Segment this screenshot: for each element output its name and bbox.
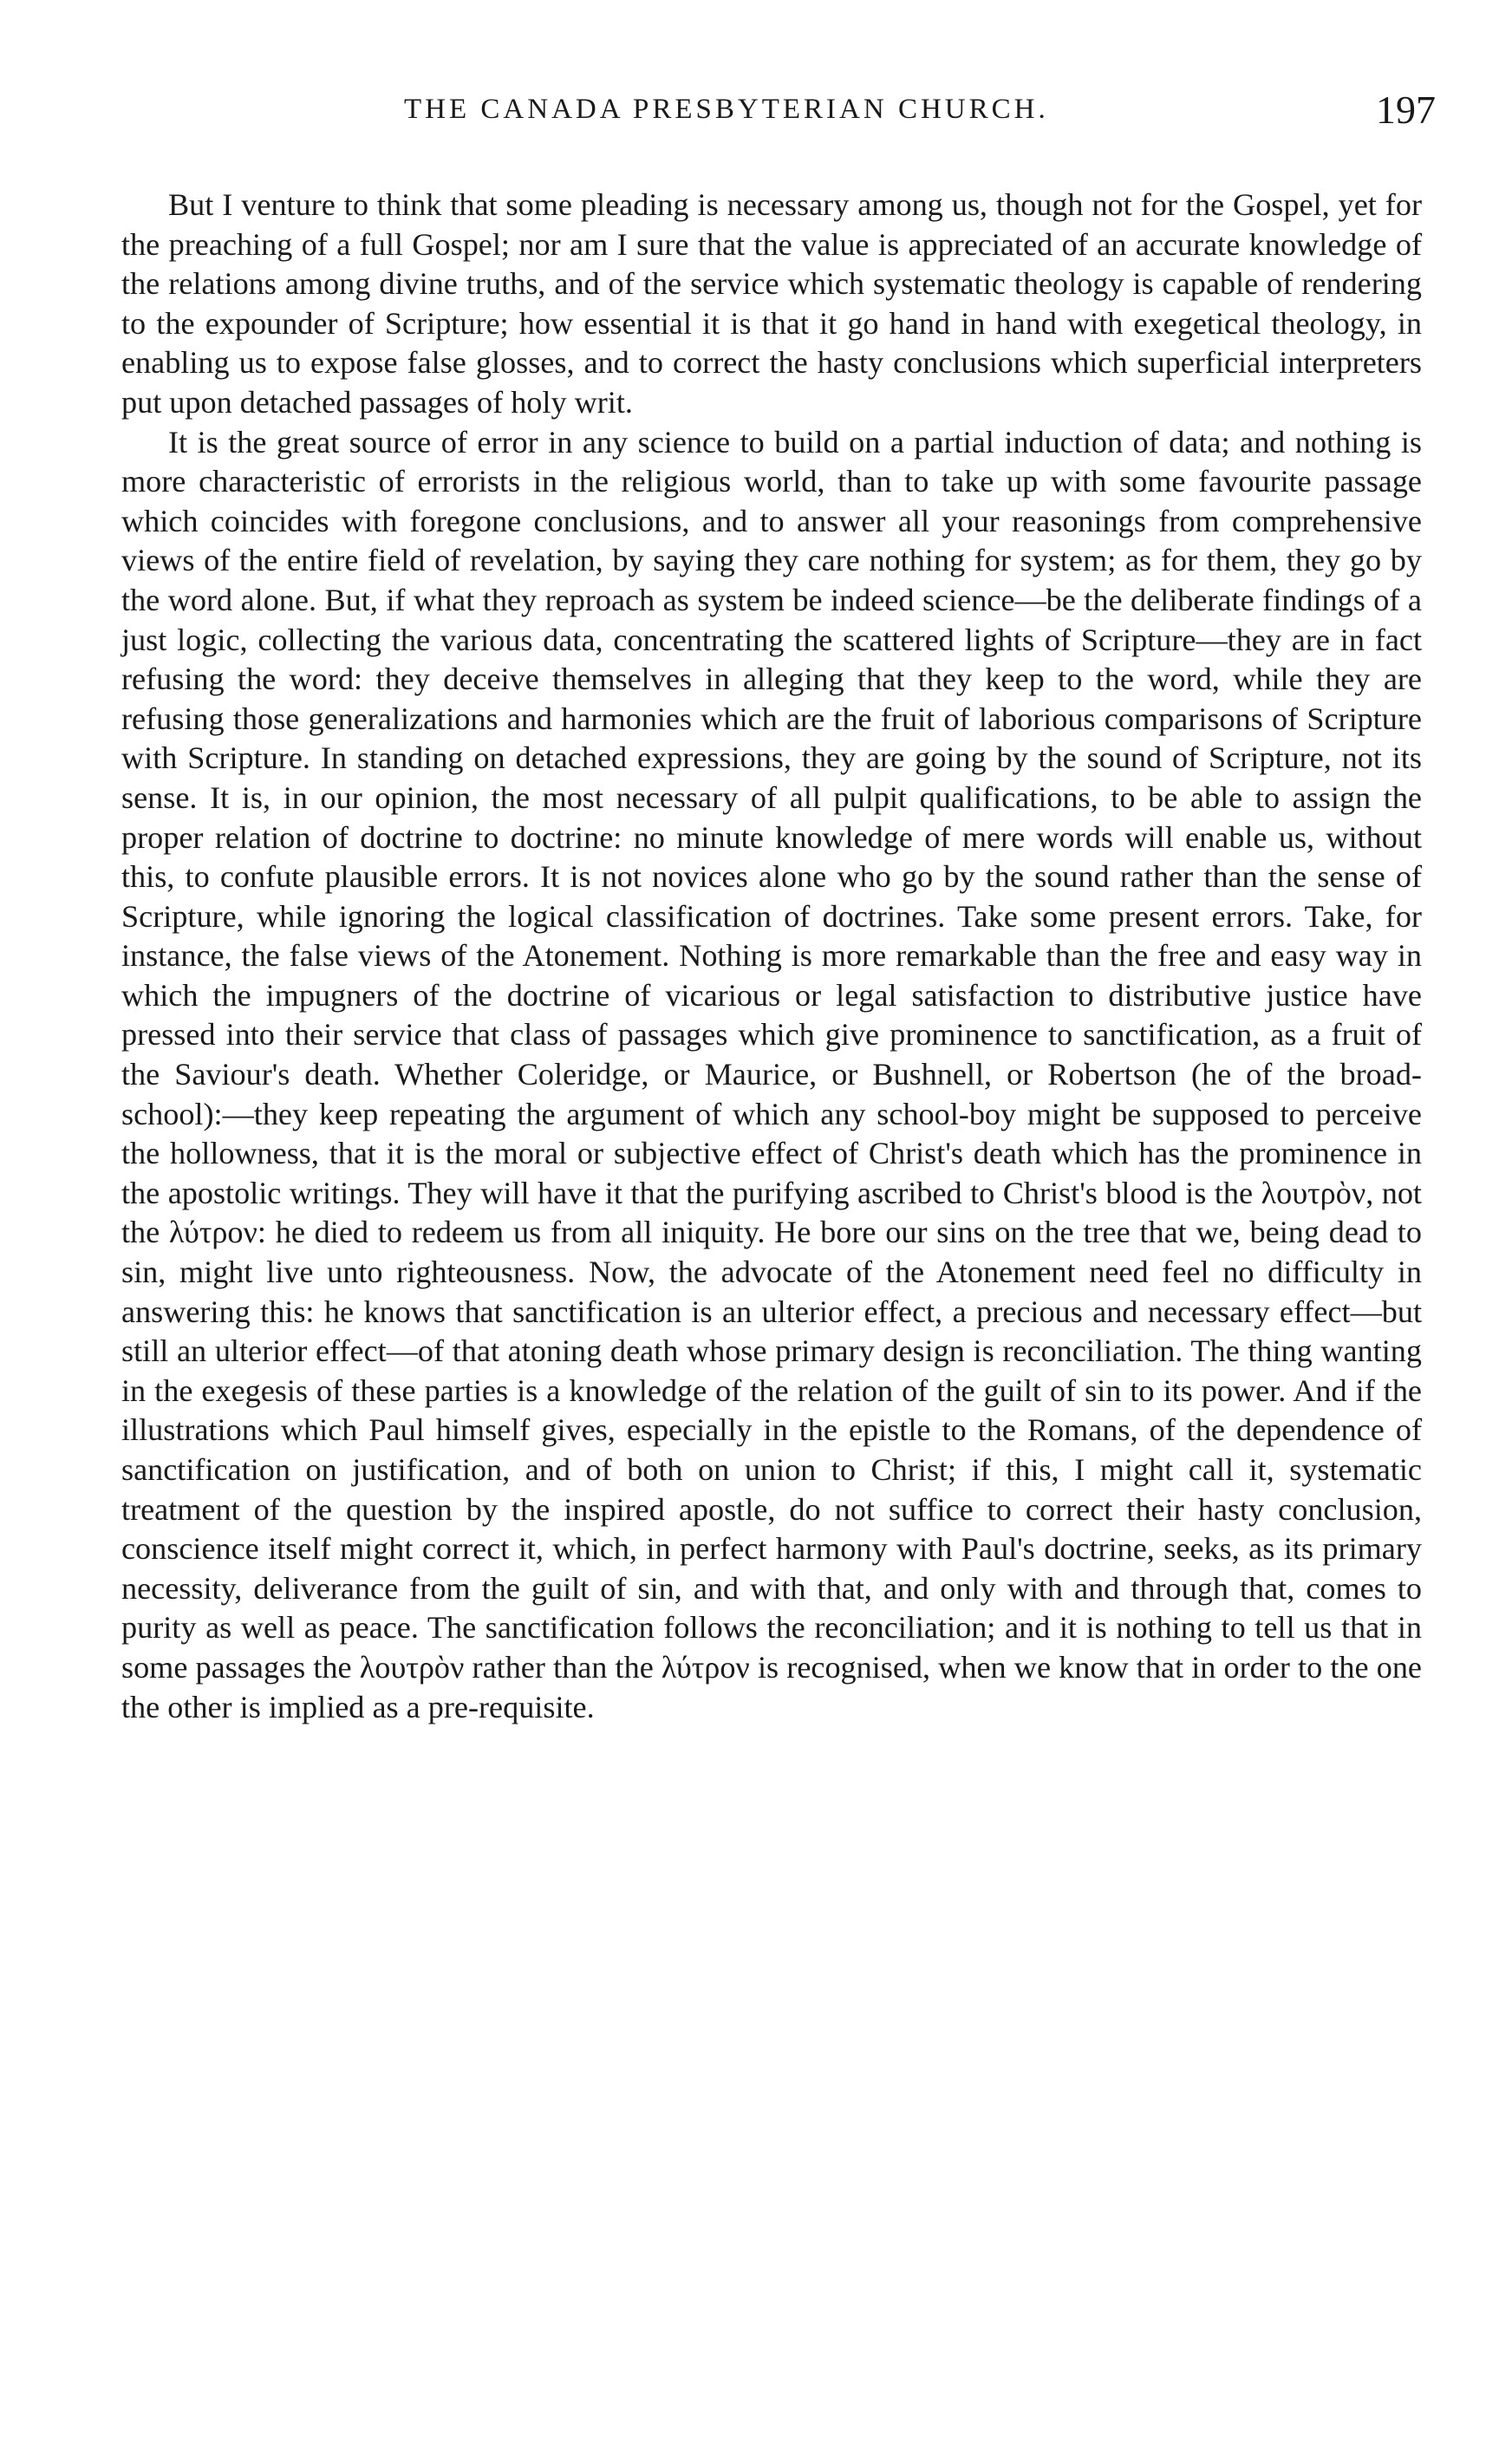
paragraph-2: It is the great source of error in any science to build on a partial induction of data; and nothing is more characteristic of errorists in the religious world, than to take up with some favourite passage which coincides with foregone conclusions, and to answer all your reasonings from comprehensive views of the entire field of revelation, by saying they care nothing for system; as for them, they go by the word alone. But, if what they reproach as system be indeed science—be the deliberate findings of a just logic, collecting the various data, concentrating the scattered lights of Scripture—they are in fact refusing the word: they deceive themselves in alleging that they keep to the word, while they are refusing those generalizations and harmonies which are the fruit of laborious comparisons of Scripture with Scripture. In standing on detached expressions, they are going by the sound of Scripture, not its sense. It is, in our opinion, the most necessary of all pulpit qualifications, to be able to assign the proper relation of doctrine to doctrine: no minute knowledge of mere words will enable us, without this, to confute plausible errors. It is not novices alone who go by the sound rather than the sense of Scripture, while ignoring the logical classification of doctrines. Take some present errors. Take, for instance, the false views of the Atonement. Nothing is more remarkable than the free and easy way in which the impugners of the doctrine of vicarious or legal satisfaction to distributive justice have pressed into their service that class of passages which give prominence to sanctification, as a fruit of the Saviour's death. Whether Coleridge, or Maurice, or Bushnell, or Robertson (he of the broad-school):—they keep repeating the argument of which any school-boy might be supposed to perceive the hollowness, that it is the moral or subjective effect of Christ's death which has the prominence in the apostolic writings. They will have it that the purifying ascribed to Christ's blood is the λουτρὸν, not the λύτρον: he died to redeem us from all iniquity. He bore our sins on the tree that we, being dead to sin, might live unto righteousness. Now, the advocate of the Atonement need feel no difficulty in answering this: he knows that sanctification is an ulterior effect, a precious and necessary effect—but still an ulterior effect—of that atoning death whose primary design is reconciliation. The thing wanting in the exegesis of these parties is a knowledge of the relation of the guilt of sin to its power. And if the illustrations which Paul himself gives, especially in the epistle to the Romans, of the dependence of sanctification on justification, and of both on union to Christ; if this, I might call it, systematic treatment of the question by the inspired apostle, do not suffice to correct their hasty conclusion, conscience itself might correct it, which, in perfect harmony with Paul's doctrine, seeks, as its primary necessity, deliverance from the guilt of sin, and with that, and only with and through that, comes to purity as well as peace. The sanctification follows the reconciliation; and it is nothing to tell us that in some passages the λουτρὸν rather than the λύτρον is recognised, when we know that in order to the one the other is implied as a pre-requisite.	[121, 424, 1422, 1724]
page-number: 197	[1376, 88, 1436, 132]
book-page	[121, 88, 1436, 1727]
body-text	[121, 186, 1422, 1727]
running-title: THE CANADA PRESBYTERIAN CHURCH.	[404, 94, 1049, 125]
running-head	[121, 88, 1436, 146]
paragraph-1: But I venture to think that some pleading is necessary among us, though not for the Gospel, yet for the preaching of a full Gospel; nor am I sure that the value is appreciated of an accurate knowledge of the relations among divine truths, and of the service which systematic theology is capable of rendering to the expounder of Scripture; how essential it is that it go hand in hand with exegetical theology, in enabling us to expose false glosses, and to correct the hasty conclusions which superficial interpreters put upon detached passages of holy writ.	[121, 187, 1422, 420]
